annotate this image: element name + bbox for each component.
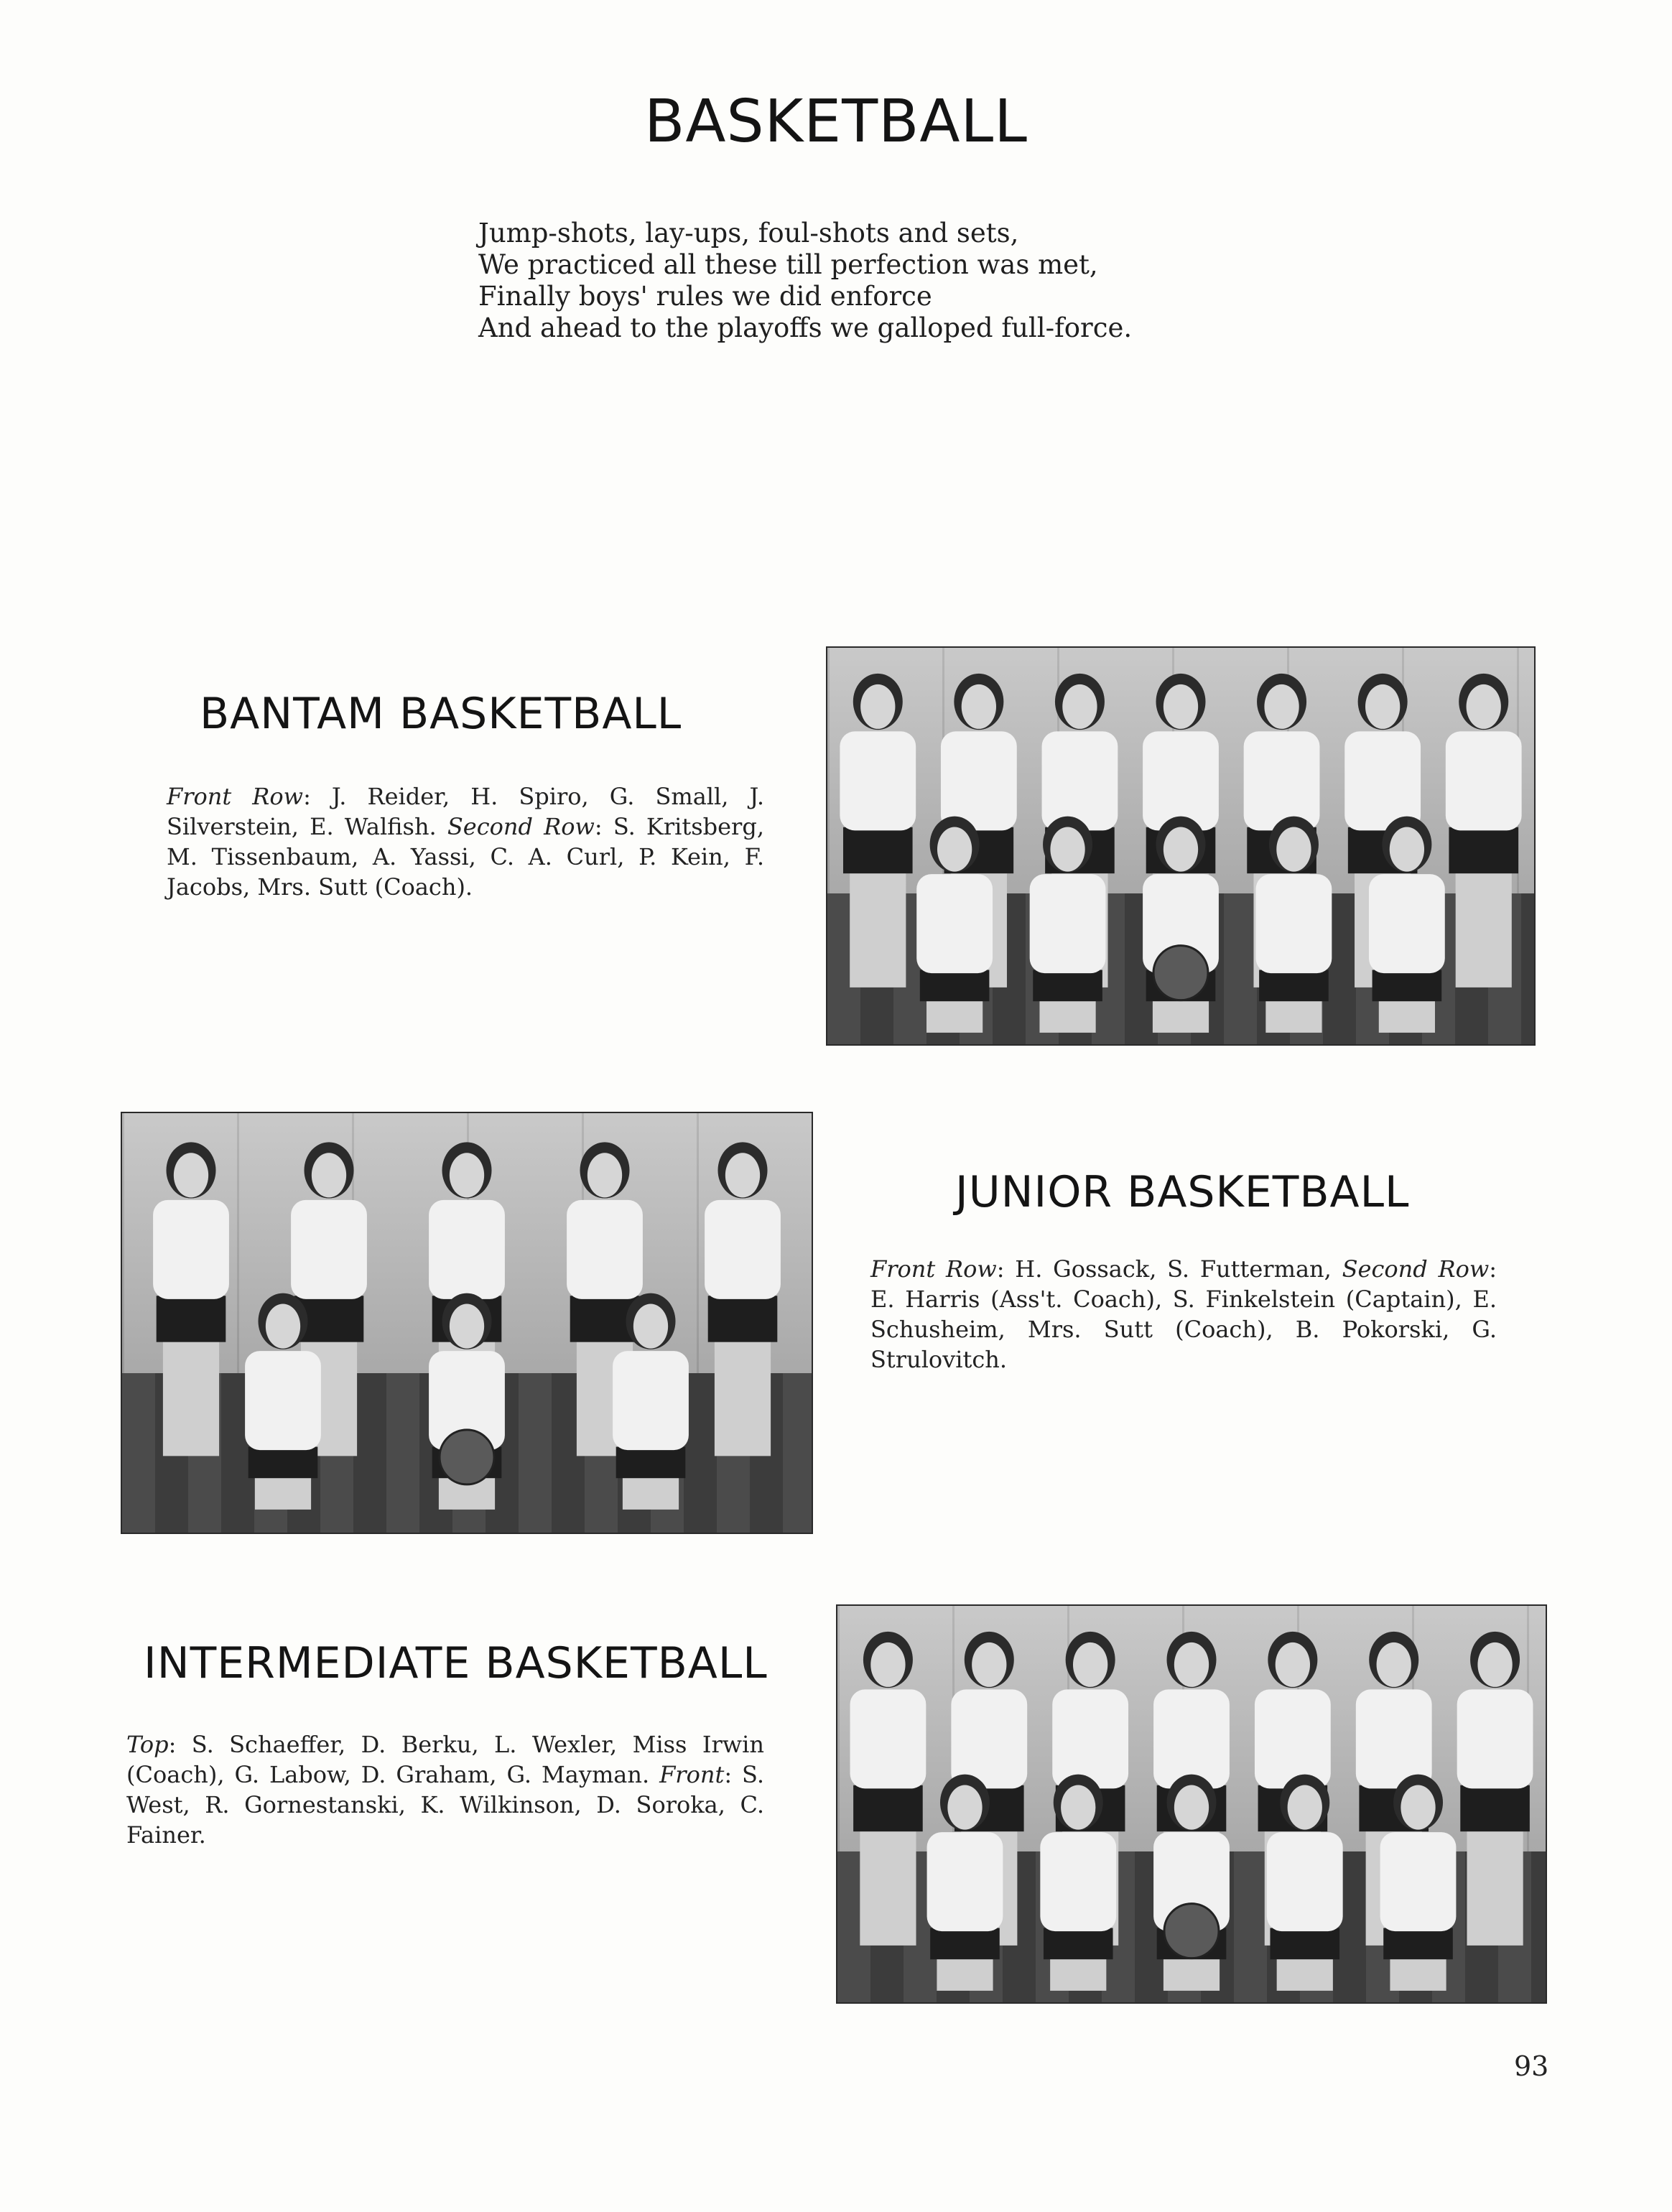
poem	[478, 218, 1132, 344]
junior-caption	[870, 1254, 1497, 1375]
page-title: BASKETBALL	[644, 88, 1028, 156]
team-silhouettes	[122, 1113, 812, 1533]
player-figure	[840, 674, 916, 988]
basketball-icon	[440, 1430, 494, 1484]
player-figure	[1457, 1632, 1533, 1946]
poem-line: We practiced all these till perfection was met,	[478, 249, 1098, 280]
player-figure	[1446, 674, 1522, 988]
poem-line: And ahead to the playoffs we galloped full-force.	[478, 312, 1133, 343]
bantam-title: BANTAM BASKETBALL	[200, 689, 682, 739]
junior-title: JUNIOR BASKETBALL	[955, 1167, 1410, 1217]
bantam-team-photo	[826, 646, 1536, 1046]
intermediate-title: INTERMEDIATE BASKETBALL	[144, 1638, 768, 1688]
player-figure	[705, 1142, 781, 1456]
caption-names: : S. West, R. Gornestanski, K. Wilkinson, D. Soroka, C. Fainer.	[126, 1761, 765, 1849]
caption-names: : S. Schaeffer, D. Berku, L. Wexler, Miss Irwin (Coach), G. Labow, D. Graham, G. Mayman.	[126, 1731, 764, 1788]
caption-row-label: Top	[126, 1731, 169, 1758]
team-silhouettes	[837, 1606, 1546, 2002]
caption-names: : E. Harris (Ass't. Coach), S. Finkelstein (Captain), E. Schusheim, Mrs. Sutt (Coach), B. Pokorski, G. Strulovitch.	[870, 1255, 1497, 1373]
bantam-caption	[167, 781, 764, 902]
basketball-icon	[1153, 946, 1208, 1000]
player-figure	[153, 1142, 229, 1456]
caption-row-label: Second Row	[1342, 1255, 1490, 1283]
basketball-icon	[1164, 1904, 1219, 1958]
intermediate-team-photo	[836, 1604, 1547, 2004]
caption-row-label: Front Row	[167, 783, 304, 810]
caption-row-label: Front	[659, 1761, 725, 1788]
caption-names: : J. Reider, H. Spiro, G. Small, J. Silverstein, E. Walfish.	[167, 783, 765, 840]
player-figure	[850, 1632, 926, 1946]
poem-line: Finally boys' rules we did enforce	[478, 281, 932, 312]
team-silhouettes	[827, 648, 1534, 1044]
caption-names: : S. Kritsberg, M. Tissenbaum, A. Yassi, C. A. Curl, P. Kein, F. Jacobs, Mrs. Sutt (Coach).	[167, 813, 764, 901]
poem-line: Jump-shots, lay-ups, foul-shots and sets,	[478, 218, 1019, 248]
page-number: 93	[1514, 2050, 1549, 2082]
caption-names: : H. Gossack, S. Futterman,	[996, 1255, 1342, 1283]
junior-team-photo	[121, 1112, 813, 1534]
caption-row-label: Second Row	[447, 813, 595, 840]
intermediate-caption	[126, 1729, 764, 1850]
caption-row-label: Front Row	[870, 1255, 997, 1283]
